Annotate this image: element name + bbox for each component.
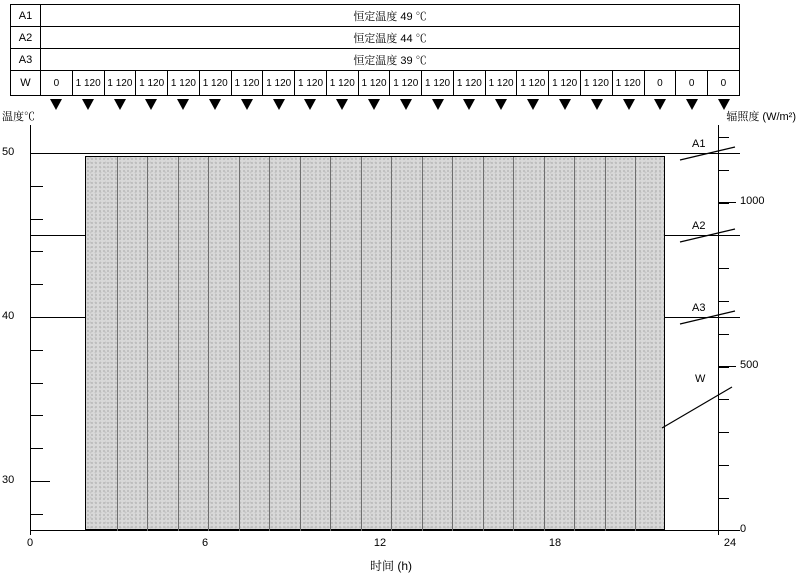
plot-area <box>2 125 765 549</box>
down-arrow-icon <box>581 97 613 115</box>
leader-a1 <box>680 147 740 161</box>
irradiance-cell: 0 <box>676 71 708 95</box>
y-tick <box>30 350 43 351</box>
row-label-a3: A3 <box>11 49 41 70</box>
y-tick <box>30 415 43 416</box>
irradiance-cell: 1 120 <box>422 71 454 95</box>
down-arrow-icon <box>390 97 422 115</box>
irradiance-cell: 1 120 <box>263 71 295 95</box>
grid-line <box>452 157 453 531</box>
y-tick <box>30 251 43 252</box>
row-value-a1: 恒定温度 49 ℃ <box>353 10 427 23</box>
irradiance-cell: 1 120 <box>105 71 137 95</box>
y2-tick-label: 1000 <box>740 195 765 207</box>
irradiance-block <box>85 156 665 530</box>
down-arrow-icon <box>422 97 454 115</box>
y2-tick-major <box>718 366 736 367</box>
row-label-w: W <box>11 71 41 95</box>
y-tick-label: 40 <box>2 310 15 322</box>
down-arrow-icon <box>676 97 708 115</box>
irradiance-cell: 0 <box>720 77 727 89</box>
irradiance-cell: 1 120 <box>581 71 613 95</box>
y-tick <box>30 448 43 449</box>
down-arrow-icon <box>263 97 295 115</box>
grid-line <box>483 157 484 531</box>
row-label-a2: A2 <box>11 27 41 48</box>
callout-a1: A1 <box>692 138 706 150</box>
table-row <box>11 49 739 71</box>
row-value-a3: 恒定温度 39 ℃ <box>353 54 427 67</box>
y-tick <box>30 219 43 220</box>
irradiance-cell: 1 120 <box>517 71 549 95</box>
grid-line <box>239 157 240 531</box>
x-axis-title: 时间 (h) <box>370 559 413 573</box>
down-arrow-icon <box>549 97 581 115</box>
grid-line <box>544 157 545 531</box>
grid-line <box>391 157 392 531</box>
grid-line <box>330 157 331 531</box>
grid-line <box>574 157 575 531</box>
y-tick-label: 30 <box>2 474 15 486</box>
grid-line <box>635 157 636 531</box>
irradiance-cell: 1 120 <box>136 71 168 95</box>
row-value-a2: 恒定温度 44 ℃ <box>353 32 427 45</box>
down-arrow-icon <box>454 97 486 115</box>
grid-line <box>361 157 362 531</box>
grid-line <box>178 157 179 531</box>
irradiance-cell: 1 120 <box>390 71 422 95</box>
down-arrow-icon <box>517 97 549 115</box>
callout-w: W <box>695 373 706 385</box>
irradiance-cell: 1 120 <box>454 71 486 95</box>
y2-tick <box>718 334 729 335</box>
grid-line <box>605 157 606 531</box>
leader-w <box>662 387 742 429</box>
callout-a3: A3 <box>692 302 706 314</box>
irradiance-cell: 1 120 <box>200 71 232 95</box>
irradiance-cell: 1 120 <box>168 71 200 95</box>
y-tick-major <box>30 317 50 318</box>
left-axis-title: 温度℃ <box>2 111 35 123</box>
grid-line <box>513 157 514 531</box>
irradiance-cells <box>41 71 739 95</box>
grid-line <box>117 157 118 531</box>
down-arrow-icon <box>104 97 136 115</box>
row-label-a1: A1 <box>11 5 41 26</box>
table-row <box>11 27 739 49</box>
irradiance-cell: 0 <box>645 71 677 95</box>
x-axis-line <box>30 530 740 531</box>
table-row-irradiance <box>11 71 739 95</box>
x-tick-0: 0 <box>26 537 34 549</box>
irradiance-cell: 1 120 <box>359 71 391 95</box>
table-row <box>11 5 739 27</box>
irradiance-cell: 1 120 <box>232 71 264 95</box>
down-arrow-icon <box>135 97 167 115</box>
down-arrow-icon <box>326 97 358 115</box>
y-tick <box>30 383 43 384</box>
y-tick <box>30 284 43 285</box>
y2-tick <box>718 137 729 138</box>
irradiance-cell: 1 120 <box>486 71 518 95</box>
y2-tick-label: 500 <box>740 359 759 371</box>
x-tick-12: 12 <box>373 537 387 549</box>
callout-a2: A2 <box>692 220 706 232</box>
y2-tick <box>718 301 729 302</box>
down-arrow-icon <box>485 97 517 115</box>
y2-tick <box>718 432 729 433</box>
arrow-row <box>10 97 740 115</box>
y-tick <box>30 186 43 187</box>
down-arrow-icon <box>358 97 390 115</box>
y2-tick-major <box>718 530 736 531</box>
grid-line <box>300 157 301 531</box>
y2-tick <box>718 498 729 499</box>
y2-tick <box>718 268 729 269</box>
down-arrow-icon <box>199 97 231 115</box>
y2-tick <box>718 465 729 466</box>
irradiance-cell: 1 120 <box>613 71 645 95</box>
y-tick-label: 50 <box>2 146 15 158</box>
leader-a3 <box>680 311 740 325</box>
leader-a2 <box>680 229 740 243</box>
irradiance-cell: 1 120 <box>295 71 327 95</box>
down-arrow-icon <box>167 97 199 115</box>
down-arrow-icon <box>72 97 104 115</box>
grid-line <box>208 157 209 531</box>
grid-line <box>147 157 148 531</box>
y-axis-ticks <box>2 125 48 535</box>
y2-tick-label: 0 <box>740 523 747 535</box>
down-arrow-icon <box>40 97 72 115</box>
grid-line <box>422 157 423 531</box>
x-tick-18: 18 <box>548 537 562 549</box>
grid-line <box>269 157 270 531</box>
y-tick-major <box>30 153 50 154</box>
y2-tick <box>718 170 729 171</box>
y2-axis-ticks <box>718 125 765 535</box>
series-line-a1 <box>30 153 740 154</box>
y2-tick-major <box>718 202 736 203</box>
parameter-table <box>10 4 740 96</box>
y-tick-major <box>30 481 50 482</box>
down-arrow-icon <box>613 97 645 115</box>
irradiance-cell: 0 <box>41 71 73 95</box>
down-arrow-icon <box>295 97 327 115</box>
x-tick-6: 6 <box>201 537 209 549</box>
irradiance-cell: 1 120 <box>327 71 359 95</box>
x-tick-24: 24 <box>723 537 737 549</box>
down-arrow-icon <box>644 97 676 115</box>
irradiance-cell: 1 120 <box>73 71 105 95</box>
irradiance-cell: 1 120 <box>549 71 581 95</box>
right-axis-title: 辐照度 (W/m²) <box>726 111 796 123</box>
y-tick <box>30 514 43 515</box>
down-arrow-icon <box>231 97 263 115</box>
